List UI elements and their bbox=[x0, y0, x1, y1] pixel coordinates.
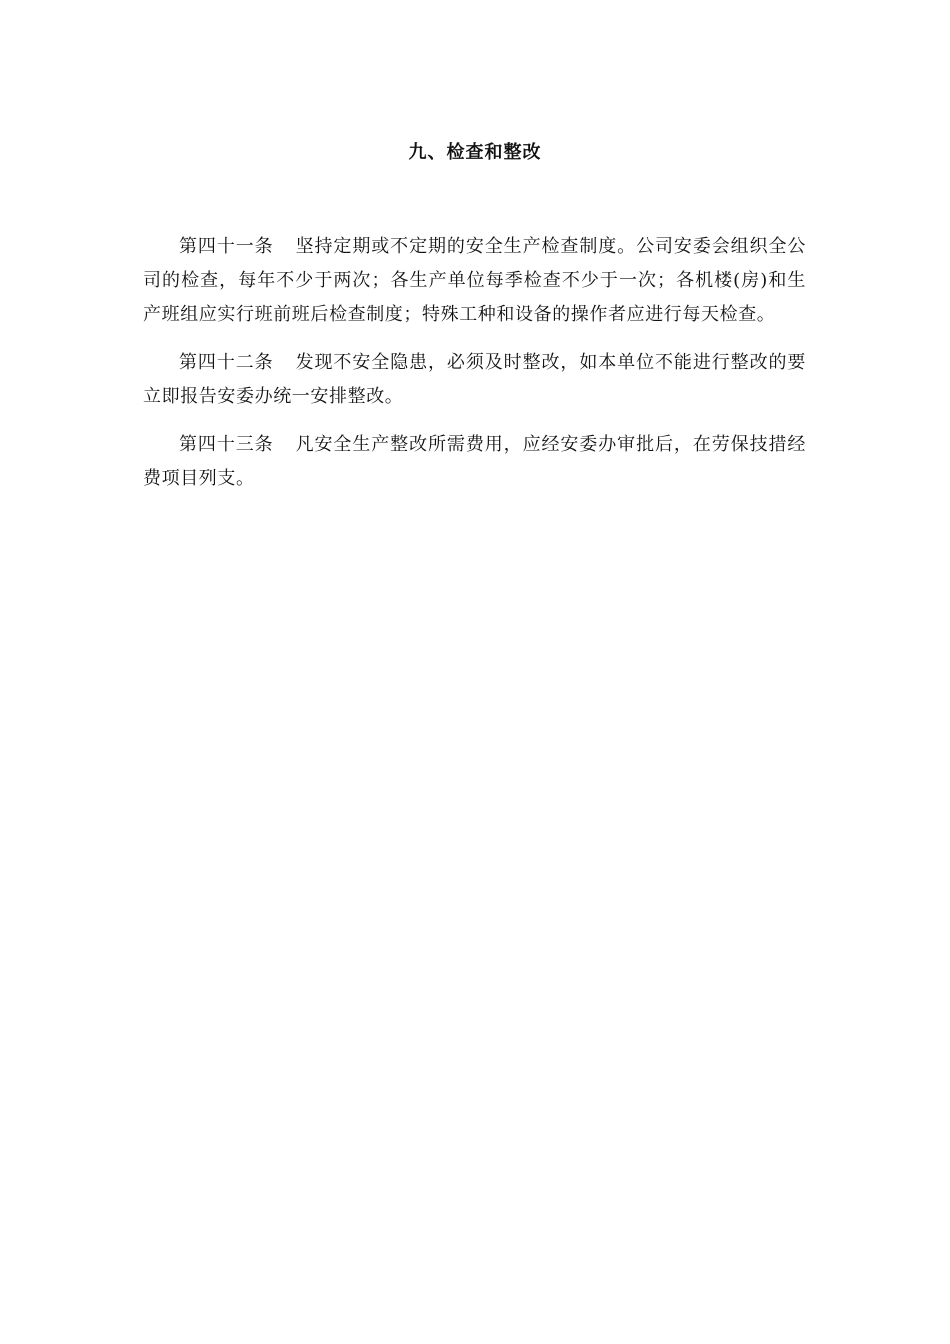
article-number: 第四十三条 bbox=[179, 434, 274, 455]
article-number: 第四十一条 bbox=[179, 236, 274, 257]
article-text: 发现不安全隐患，必须及时整改，如本单位不能进行整改的要立即报告安委办统一安排整改。 bbox=[143, 352, 807, 407]
article-list bbox=[143, 230, 806, 510]
article-text: 坚持定期或不定期的安全生产检查制度。公司安委会组织全公司的检查，每年不少于两次；各生产单位每季检查不少于一次；各机楼(房)和生产班组应实行班前班后检查制度；特殊工种和设备的操作者应进行每天检查。 bbox=[143, 236, 807, 325]
section-title: 九、检查和整改 bbox=[408, 142, 542, 163]
article-41 bbox=[143, 230, 806, 332]
article-43 bbox=[143, 428, 806, 496]
article-42 bbox=[143, 346, 806, 414]
article-number: 第四十二条 bbox=[179, 352, 274, 373]
article-text: 凡安全生产整改所需费用，应经安委办审批后，在劳保技措经费项目列支。 bbox=[143, 434, 807, 489]
